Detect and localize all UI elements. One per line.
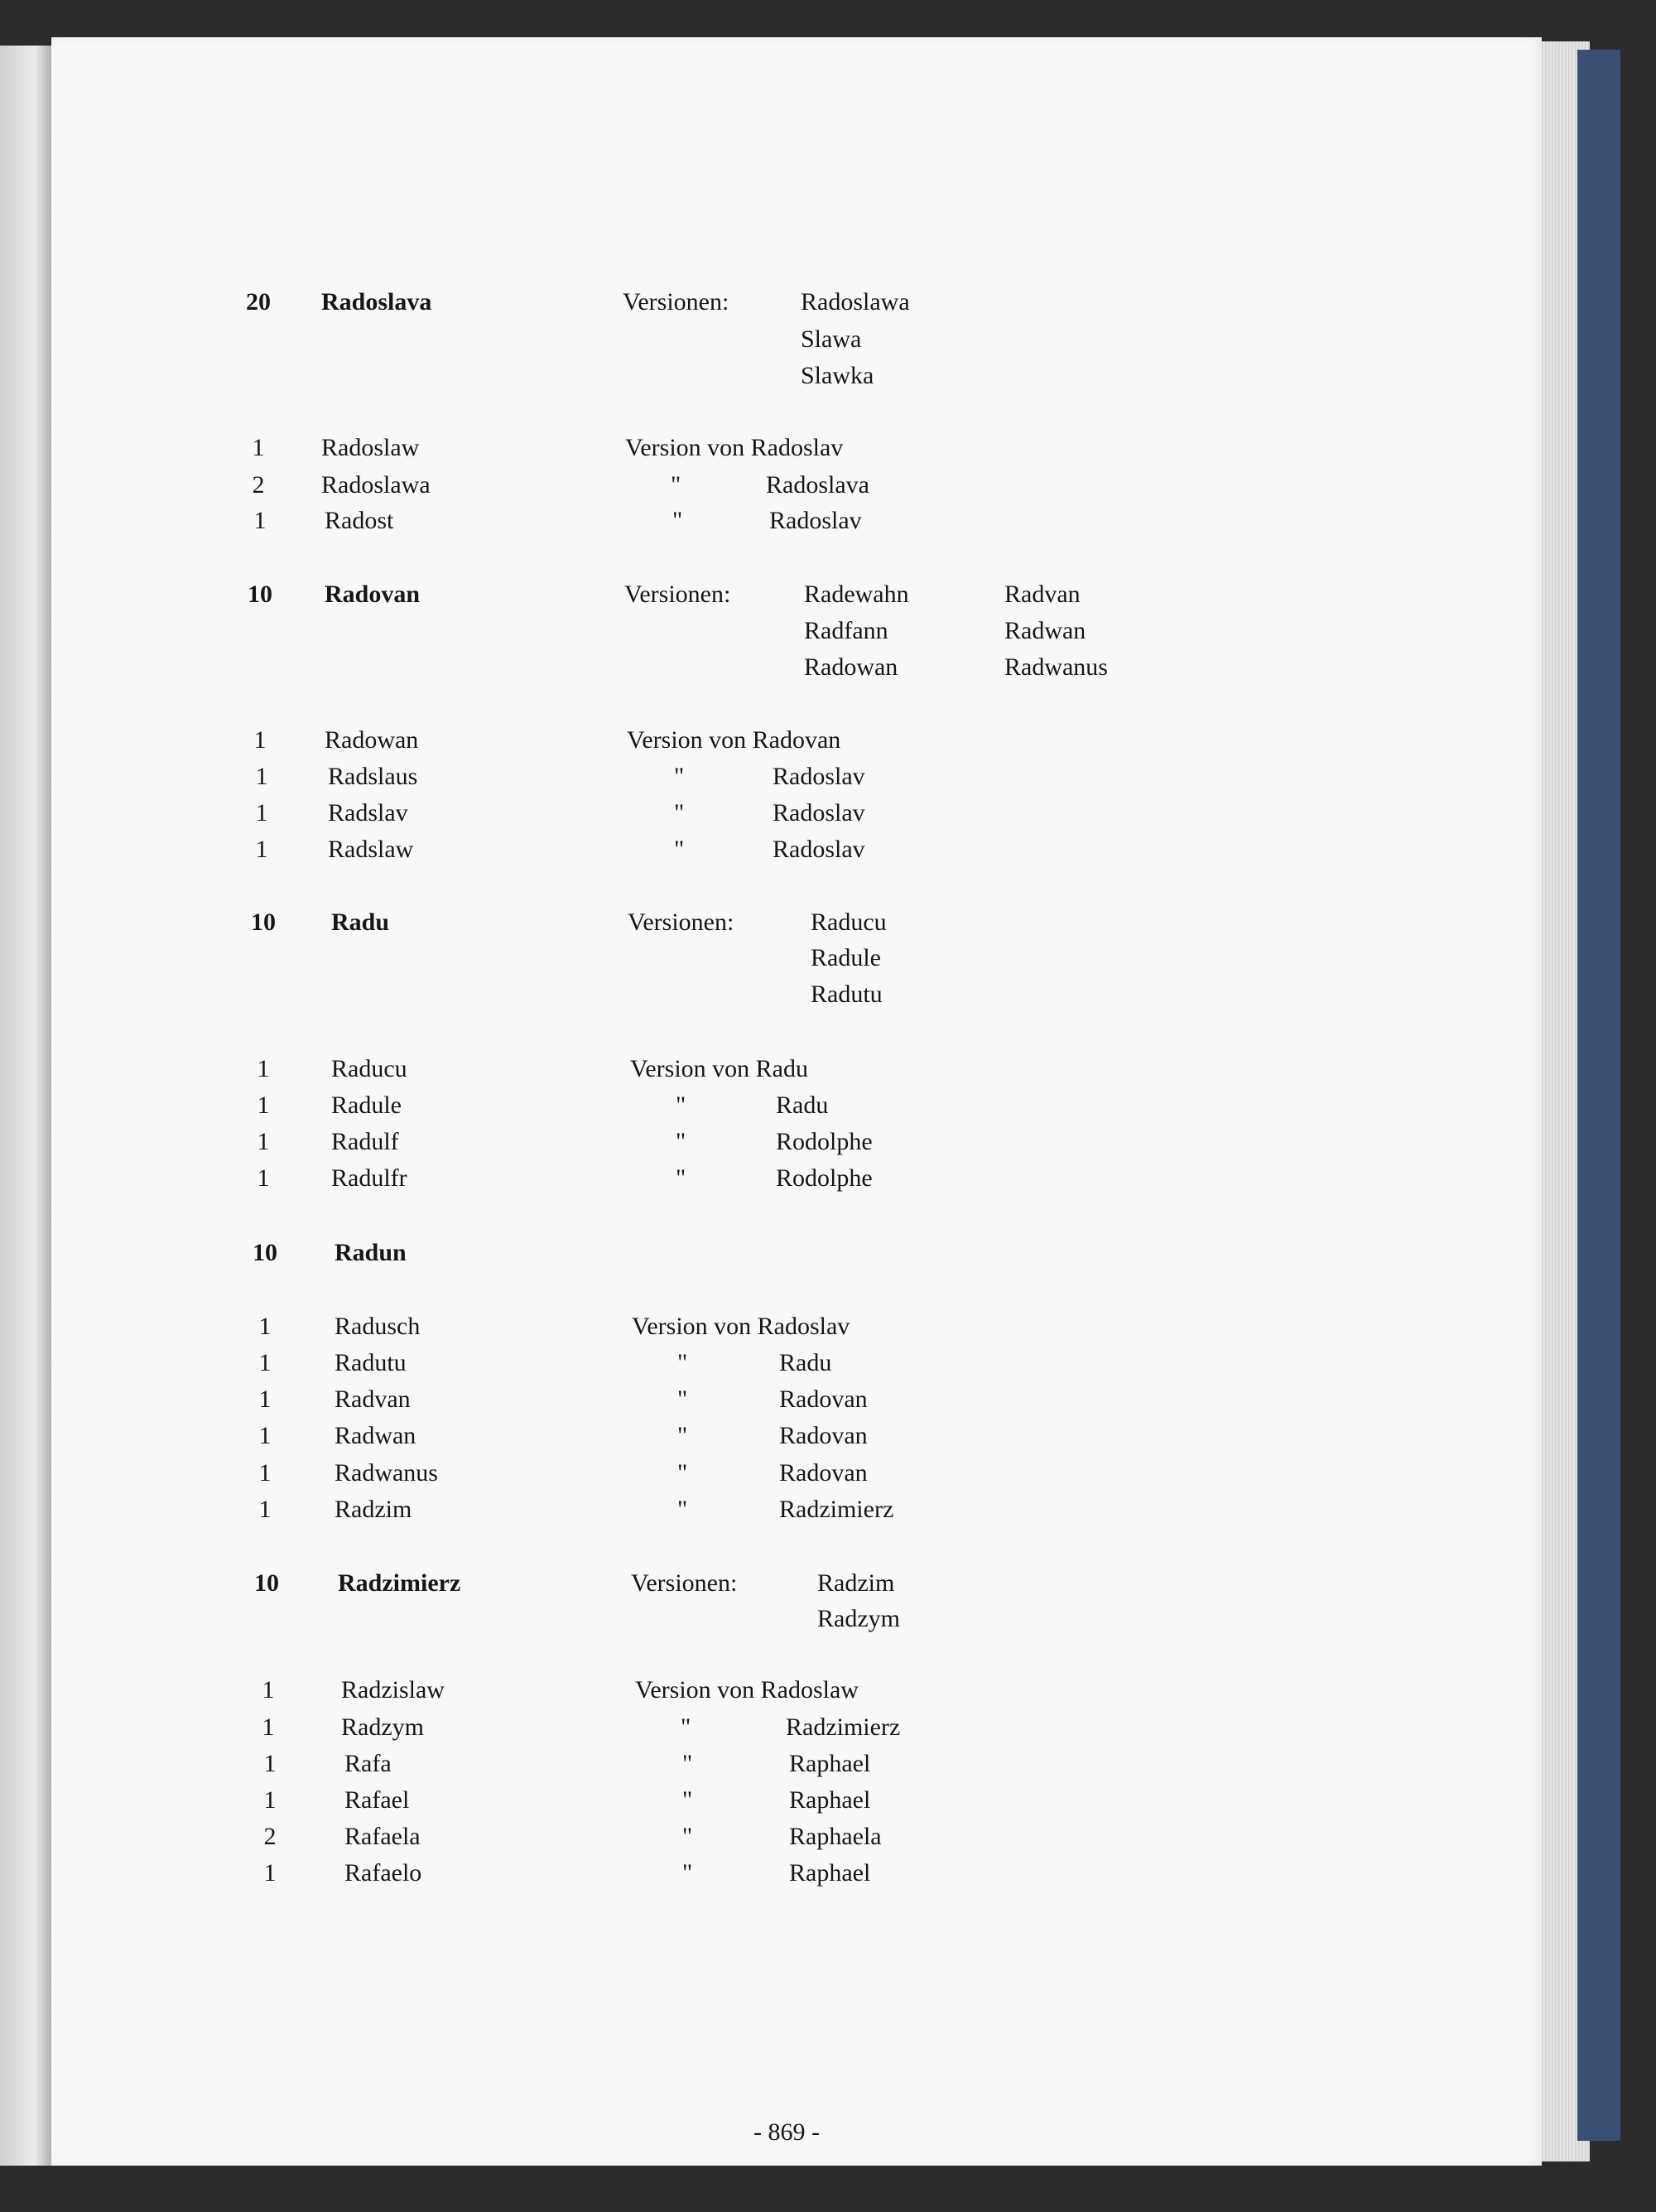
entry-count: 1: [257, 1128, 270, 1155]
version-name: Radule: [811, 944, 881, 971]
version-name: Radzym: [817, 1605, 900, 1632]
version-name: Radvan: [1004, 581, 1081, 608]
version-name: Radovan: [779, 1422, 868, 1449]
entry-count: 1: [262, 1676, 275, 1704]
version-name: Raducu: [811, 908, 887, 936]
entry-count: 20: [246, 288, 271, 316]
ditto-mark: ": [677, 1422, 688, 1449]
ditto-mark: ": [677, 1349, 688, 1376]
ditto-mark: ": [677, 1496, 688, 1523]
version-name: Radwan: [1004, 617, 1086, 644]
entry-count: 10: [254, 1569, 279, 1597]
entry-name: Radusch: [335, 1313, 421, 1340]
version-name: Radzimierz: [786, 1713, 901, 1741]
entry-count: 1: [262, 1713, 275, 1741]
entry-count: 10: [251, 908, 276, 936]
entry-name: Radun: [335, 1239, 407, 1266]
ditto-mark: ": [682, 1823, 693, 1850]
ditto-mark: ": [682, 1750, 693, 1777]
version-name: Rodolphe: [776, 1128, 873, 1155]
ditto-mark: ": [676, 1128, 686, 1155]
entry-count: 1: [255, 799, 268, 826]
entry-name: Radvan: [335, 1386, 411, 1413]
ditto-mark: ": [677, 1459, 688, 1487]
entry-count: 1: [258, 1496, 272, 1523]
version-reference: Version von Radovan: [627, 726, 841, 754]
version-name: Radzimierz: [779, 1496, 894, 1523]
version-name: Radwanus: [1004, 653, 1108, 681]
version-name: Radowan: [804, 653, 898, 681]
entry-name: Radzim: [335, 1496, 412, 1523]
entry-name: Radslaus: [328, 763, 418, 790]
entry-count: 1: [258, 1459, 272, 1487]
entry-name: Radulfr: [331, 1164, 407, 1192]
entry-count: 1: [257, 1164, 270, 1192]
entry-name: Rafa: [344, 1750, 392, 1777]
version-name: Raphael: [789, 1786, 871, 1814]
version-reference: Version von Radoslav: [632, 1313, 850, 1340]
entry-name: Radutu: [335, 1349, 407, 1376]
entry-count: 1: [255, 763, 268, 790]
versions-label: Versionen:: [623, 288, 729, 316]
entry-name: Radwan: [335, 1422, 416, 1449]
entry-name: Rafaelo: [344, 1859, 422, 1887]
entry-count: 10: [248, 581, 272, 608]
version-reference: Version von Radoslav: [625, 434, 844, 461]
entry-name: Radoslava: [321, 288, 432, 316]
page-number: - 869 -: [753, 2118, 820, 2146]
entry-count: 1: [263, 1750, 277, 1777]
version-name: Radu: [779, 1349, 832, 1376]
entry-count: 1: [252, 434, 265, 461]
entry-name: Radzym: [341, 1713, 424, 1741]
entry-name: Radule: [331, 1092, 402, 1119]
entry-count: 1: [253, 507, 267, 534]
ditto-mark: ": [674, 799, 685, 826]
entry-name: Radost: [325, 507, 394, 534]
version-name: Slawa: [801, 325, 862, 353]
entry-count: 10: [253, 1239, 277, 1266]
entry-count: 1: [257, 1092, 270, 1119]
version-reference: Version von Radu: [630, 1055, 808, 1082]
entry-name: Radoslawa: [321, 471, 431, 499]
versions-label: Versionen:: [628, 908, 734, 936]
version-name: Slawka: [801, 362, 874, 389]
entry-name: Radslav: [328, 799, 408, 826]
versions-label: Versionen:: [631, 1569, 738, 1597]
version-name: Raphael: [789, 1750, 871, 1777]
ditto-mark: ": [677, 1386, 688, 1413]
entry-name: Radslaw: [328, 836, 414, 863]
entry-count: 2: [252, 471, 265, 499]
entry-count: 1: [255, 836, 268, 863]
ditto-mark: ": [674, 763, 685, 790]
entry-name: Radoslaw: [321, 434, 420, 461]
entry-name: Radzimierz: [338, 1569, 461, 1597]
version-name: Raphael: [789, 1859, 871, 1887]
version-reference: Version von Radoslaw: [635, 1676, 859, 1704]
entry-count: 1: [258, 1313, 272, 1340]
ditto-mark: ": [671, 471, 681, 499]
ditto-mark: ": [682, 1859, 693, 1887]
entry-count: 1: [258, 1386, 272, 1413]
version-name: Radovan: [779, 1386, 868, 1413]
entry-count: 1: [258, 1349, 272, 1376]
entry-name: Radu: [331, 908, 390, 936]
entry-count: 1: [258, 1422, 272, 1449]
version-name: Radoslav: [769, 507, 862, 534]
entry-name: Radzislaw: [341, 1676, 445, 1704]
ditto-mark: ": [672, 507, 683, 534]
ditto-mark: ": [681, 1713, 691, 1741]
entry-name: Radowan: [325, 726, 419, 754]
version-name: Radoslava: [766, 471, 869, 499]
entry-count: 2: [263, 1823, 277, 1850]
version-name: Radoslawa: [801, 288, 910, 316]
version-name: Radzim: [817, 1569, 895, 1597]
version-name: Rodolphe: [776, 1164, 873, 1192]
entry-count: 1: [253, 726, 267, 754]
entry-count: 1: [263, 1786, 277, 1814]
version-name: Radutu: [811, 981, 883, 1008]
version-name: Radoslav: [773, 799, 865, 826]
entry-name: Rafael: [344, 1786, 410, 1814]
version-name: Radoslav: [773, 836, 865, 863]
ditto-mark: ": [676, 1164, 686, 1192]
entry-name: Radwanus: [335, 1459, 438, 1487]
entry-name: Radovan: [325, 581, 421, 608]
version-name: Radoslav: [773, 763, 865, 790]
versions-label: Versionen:: [624, 581, 731, 608]
left-page-edge: [0, 46, 58, 2166]
version-name: Radu: [776, 1092, 829, 1119]
version-name: Radfann: [804, 617, 888, 644]
ditto-mark: ": [674, 836, 685, 863]
entry-name: Radulf: [331, 1128, 399, 1155]
version-name: Radovan: [779, 1459, 868, 1487]
version-name: Radewahn: [804, 581, 909, 608]
entry-count: 1: [263, 1859, 277, 1887]
entry-name: Rafaela: [344, 1823, 421, 1850]
ditto-mark: ": [676, 1092, 686, 1119]
entry-name: Raducu: [331, 1055, 407, 1082]
version-name: Raphaela: [789, 1823, 882, 1850]
book-cover: [1577, 50, 1620, 2141]
entry-count: 1: [257, 1055, 270, 1082]
ditto-mark: ": [682, 1786, 693, 1814]
